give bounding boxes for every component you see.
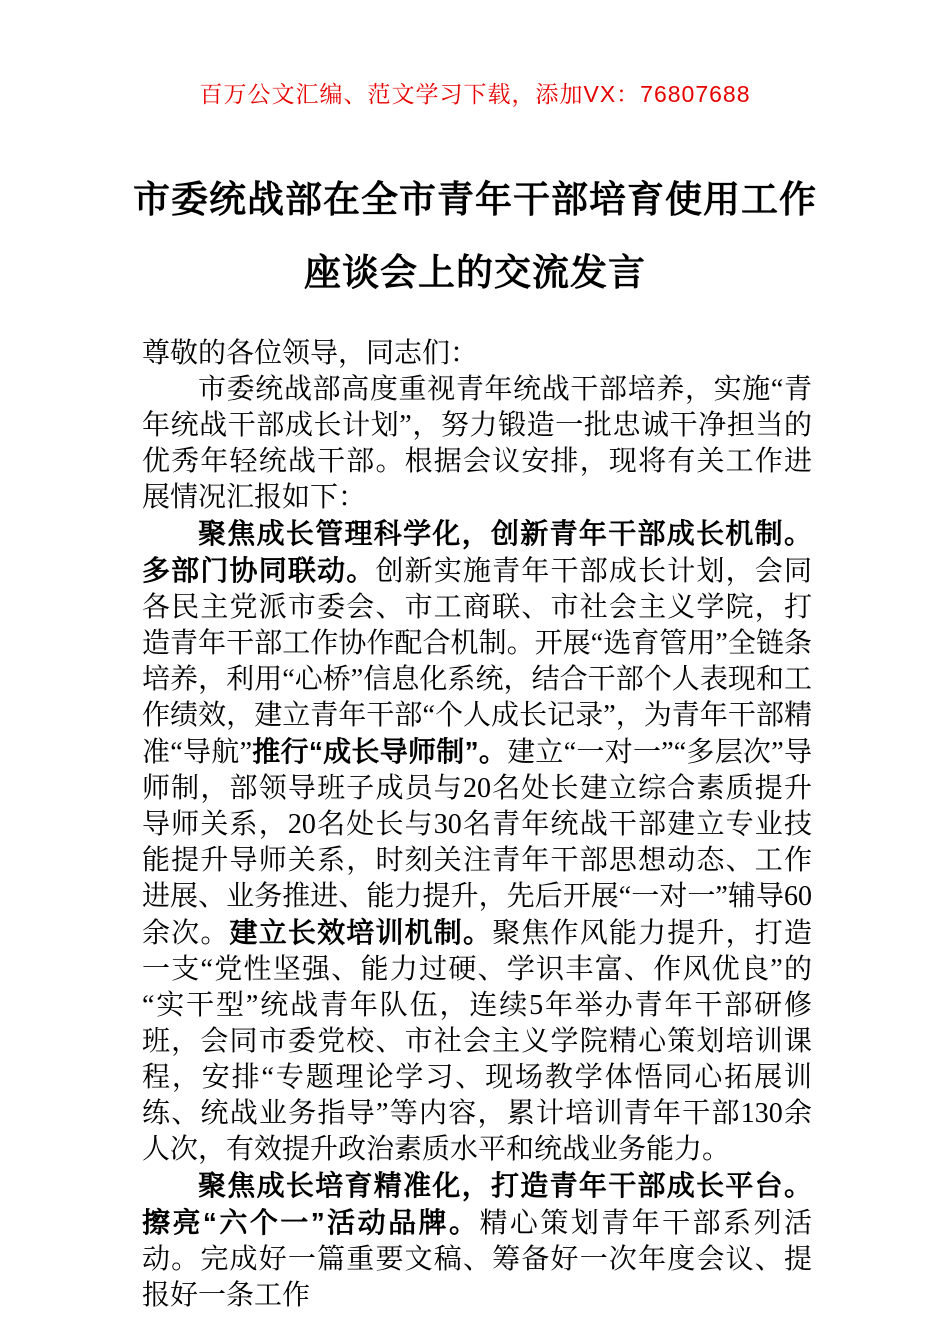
text-run: 创新实施青年干部成长计划，会同各民主党派市委会、市工商联、市社会主义学院，打造青年干部工作协作配合机制。开展“选育管用”全链条培养，利用“心桥”信息化系统，结合干部个人表现和工作绩效，建立青年干部“个人成长记录”，为青年干部精准“导航” xyxy=(142,556,812,768)
watermark-notice: 百万公文汇编、范文学习下载，添加VX：76807688 xyxy=(199,81,751,107)
paragraph xyxy=(142,1168,812,1314)
paragraph xyxy=(142,372,812,516)
paragraph-list xyxy=(142,372,812,1314)
text-run: 聚焦作风能力提升，打造一支“党性坚强、能力过硬、学识丰富、作风优良”的“实干型”统战青年队伍，连续5年举办青年干部研修班，会同市委党校、市社会主义学院精心策划培训课程，安排“专题理论学习、现场教学体悟同心拓展训练、统战业务指导”等内容，累计培训青年干部130余人次，有效提升政治素质水平和统战业务能力。 xyxy=(142,918,812,1165)
paragraph xyxy=(142,516,812,1168)
document-title-line-1: 市委统战部在全市青年干部培育使用工作 xyxy=(133,179,817,220)
text-run: 建立“一对一”“多层次”导师制，部领导班子成员与20名处长建立综合素质提升导师关系，20名处长与30名青年统战干部建立专业技能提升导师关系，时刻关注青年干部思想动态、工作进展、业务推进、能力提升，先后开展“一对一”辅导60余次。 xyxy=(142,737,812,949)
bold-text-run: 聚焦成长培育精准化，打造青年干部成长平台。擦亮“六个一”活动品牌。 xyxy=(142,1170,812,1238)
salutation: 尊敬的各位领导，同志们： xyxy=(142,338,479,369)
bold-text-run: 推行“成长导师制”。 xyxy=(252,736,508,767)
document-title-line-2: 座谈会上的交流发言 xyxy=(304,252,646,293)
document-title xyxy=(70,163,880,309)
document-body xyxy=(142,336,812,1314)
text-run: 精心策划青年干部系列活动。完成好一篇重要文稿、筹备好一次年度会议、提报好一条工作 xyxy=(142,1208,812,1311)
bold-text-run: 聚焦成长管理科学化，创新青年干部成长机制。多部门协同联动。 xyxy=(142,518,812,586)
bold-text-run: 建立长效培训机制。 xyxy=(229,917,493,948)
text-run: 市委统战部高度重视青年统战干部培养，实施“青年统战干部成长计划”，努力锻造一批忠诚干净担当的优秀年轻统战干部。根据会议安排，现将有关工作进展情况汇报如下： xyxy=(142,374,812,513)
